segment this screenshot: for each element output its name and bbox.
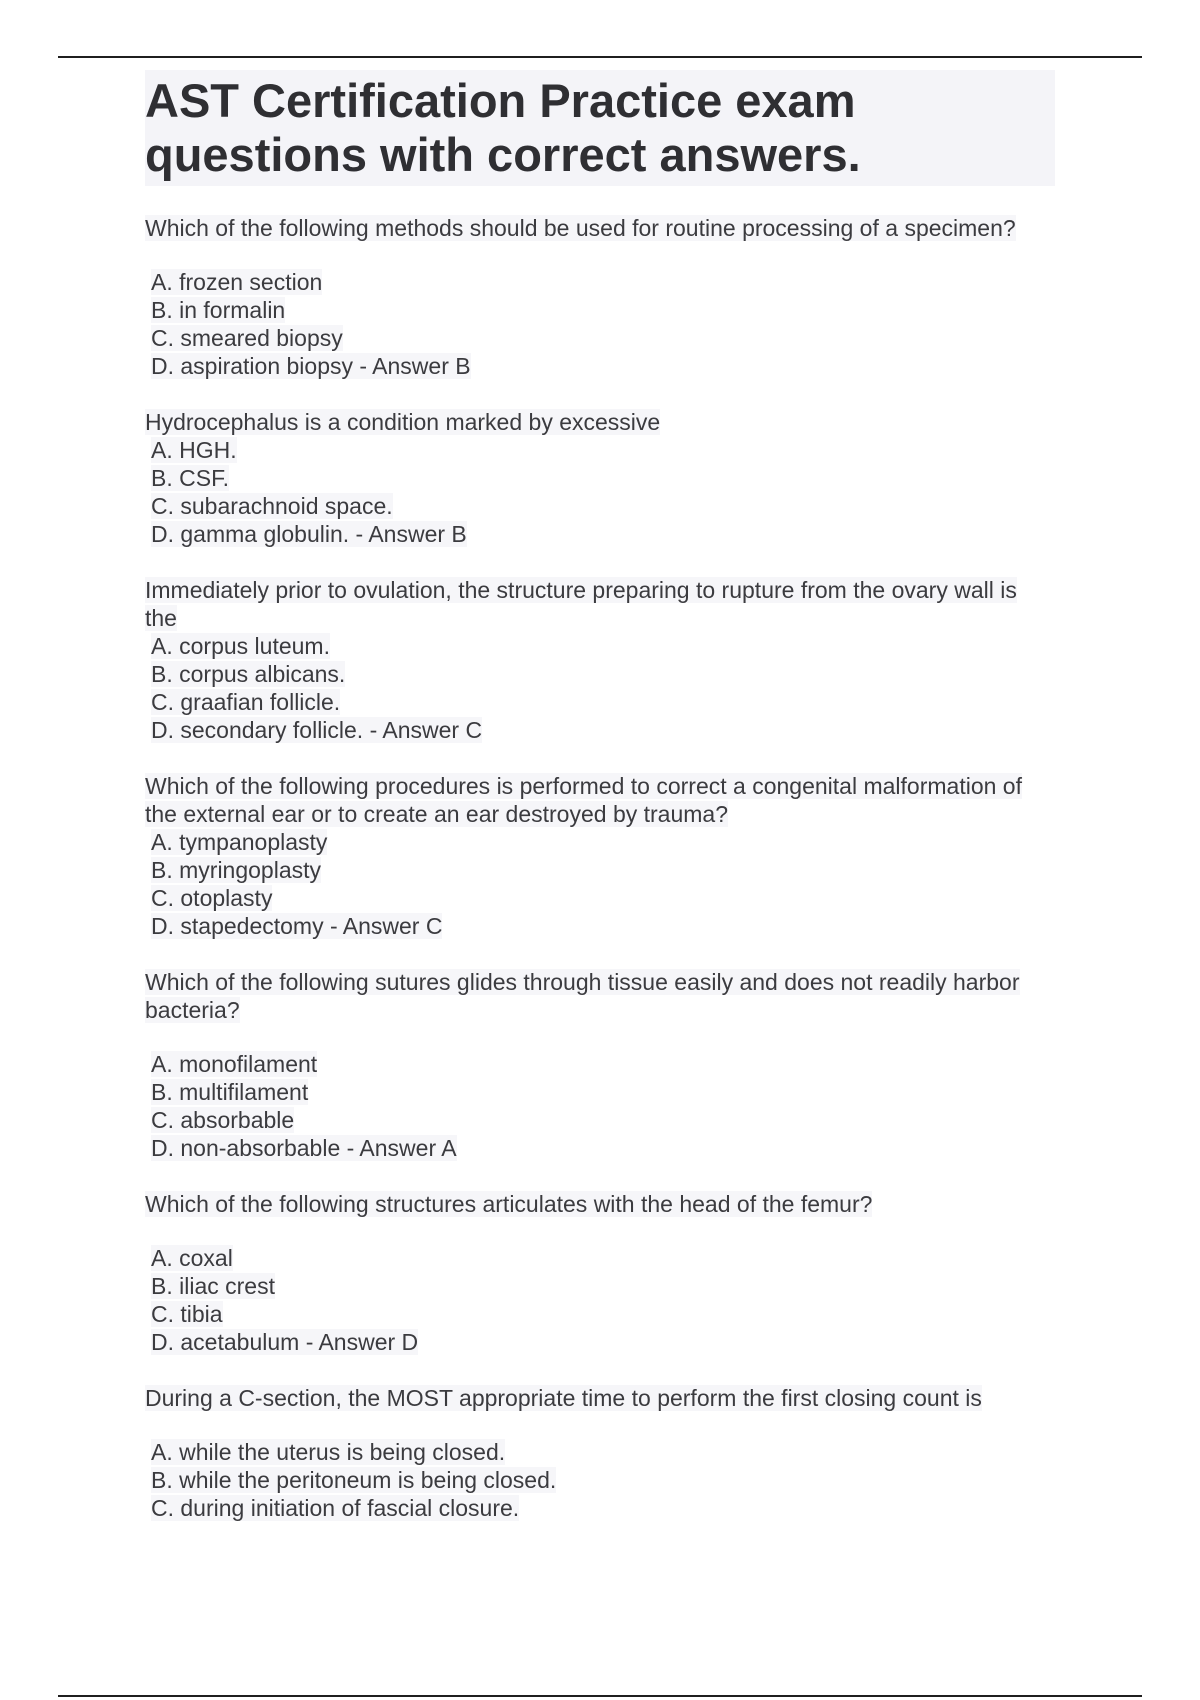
question-text: Which of the following methods should be used for routine processing of a specimen? xyxy=(145,215,1016,241)
option-a: A. corpus luteum. xyxy=(151,633,330,659)
option-d: D. stapedectomy - Answer C xyxy=(151,913,443,939)
bottom-rule xyxy=(58,1695,1142,1697)
option-a: A. tympanoplasty xyxy=(151,829,328,855)
question-text: Which of the following sutures glides through tissue easily and does not readily harbor bacteria? xyxy=(145,969,1020,1023)
option-b: B. iliac crest xyxy=(151,1273,275,1299)
document-title: AST Certification Practice exam questions with correct answers. xyxy=(145,70,1055,186)
question-text: During a C-section, the MOST appropriate time to perform the first closing count is xyxy=(145,1385,982,1411)
options-list xyxy=(145,828,1055,940)
options-list xyxy=(145,1050,1055,1162)
question-text: Which of the following procedures is performed to correct a congenital malformation of the external ear or to create an ear destroyed by trauma? xyxy=(145,773,1022,827)
option-a: A. HGH. xyxy=(151,437,237,463)
option-c: C. tibia xyxy=(151,1301,223,1327)
question-block-2 xyxy=(145,408,1055,548)
option-c: C. otoplasty xyxy=(151,885,273,911)
question-text: Hydrocephalus is a condition marked by excessive xyxy=(145,409,661,435)
option-d: D. acetabulum - Answer D xyxy=(151,1329,419,1355)
options-list xyxy=(145,1244,1055,1356)
question-block-6 xyxy=(145,1190,1055,1356)
option-c: C. subarachnoid space. xyxy=(151,493,393,519)
option-d: D. aspiration biopsy - Answer B xyxy=(151,353,471,379)
option-d: D. secondary follicle. - Answer C xyxy=(151,717,483,743)
option-c: C. smeared biopsy xyxy=(151,325,343,351)
option-b: B. while the peritoneum is being closed. xyxy=(151,1467,557,1493)
option-c: C. absorbable xyxy=(151,1107,295,1133)
top-rule xyxy=(58,56,1142,58)
option-c: C. graafian follicle. xyxy=(151,689,341,715)
options-list xyxy=(145,436,1055,548)
options-list xyxy=(145,1438,1055,1522)
question-block-7 xyxy=(145,1384,1055,1522)
options-list xyxy=(145,632,1055,744)
document-body xyxy=(145,70,1055,1522)
option-a: A. monofilament xyxy=(151,1051,318,1077)
question-block-5 xyxy=(145,968,1055,1162)
question-text: Which of the following structures articulates with the head of the femur? xyxy=(145,1191,873,1217)
option-c: C. during initiation of fascial closure. xyxy=(151,1495,520,1521)
option-b: B. CSF. xyxy=(151,465,229,491)
option-a: A. frozen section xyxy=(151,269,323,295)
question-text: Immediately prior to ovulation, the structure preparing to rupture from the ovary wall is the xyxy=(145,577,1017,631)
option-d: D. non-absorbable - Answer A xyxy=(151,1135,457,1161)
option-d: D. gamma globulin. - Answer B xyxy=(151,521,467,547)
option-b: B. corpus albicans. xyxy=(151,661,346,687)
option-a: A. coxal xyxy=(151,1245,233,1271)
option-a: A. while the uterus is being closed. xyxy=(151,1439,506,1465)
options-list xyxy=(145,268,1055,380)
question-block-3 xyxy=(145,576,1055,744)
question-block-1 xyxy=(145,214,1055,380)
option-b: B. multifilament xyxy=(151,1079,309,1105)
option-b: B. in formalin xyxy=(151,297,286,323)
question-block-4 xyxy=(145,772,1055,940)
option-b: B. myringoplasty xyxy=(151,857,322,883)
